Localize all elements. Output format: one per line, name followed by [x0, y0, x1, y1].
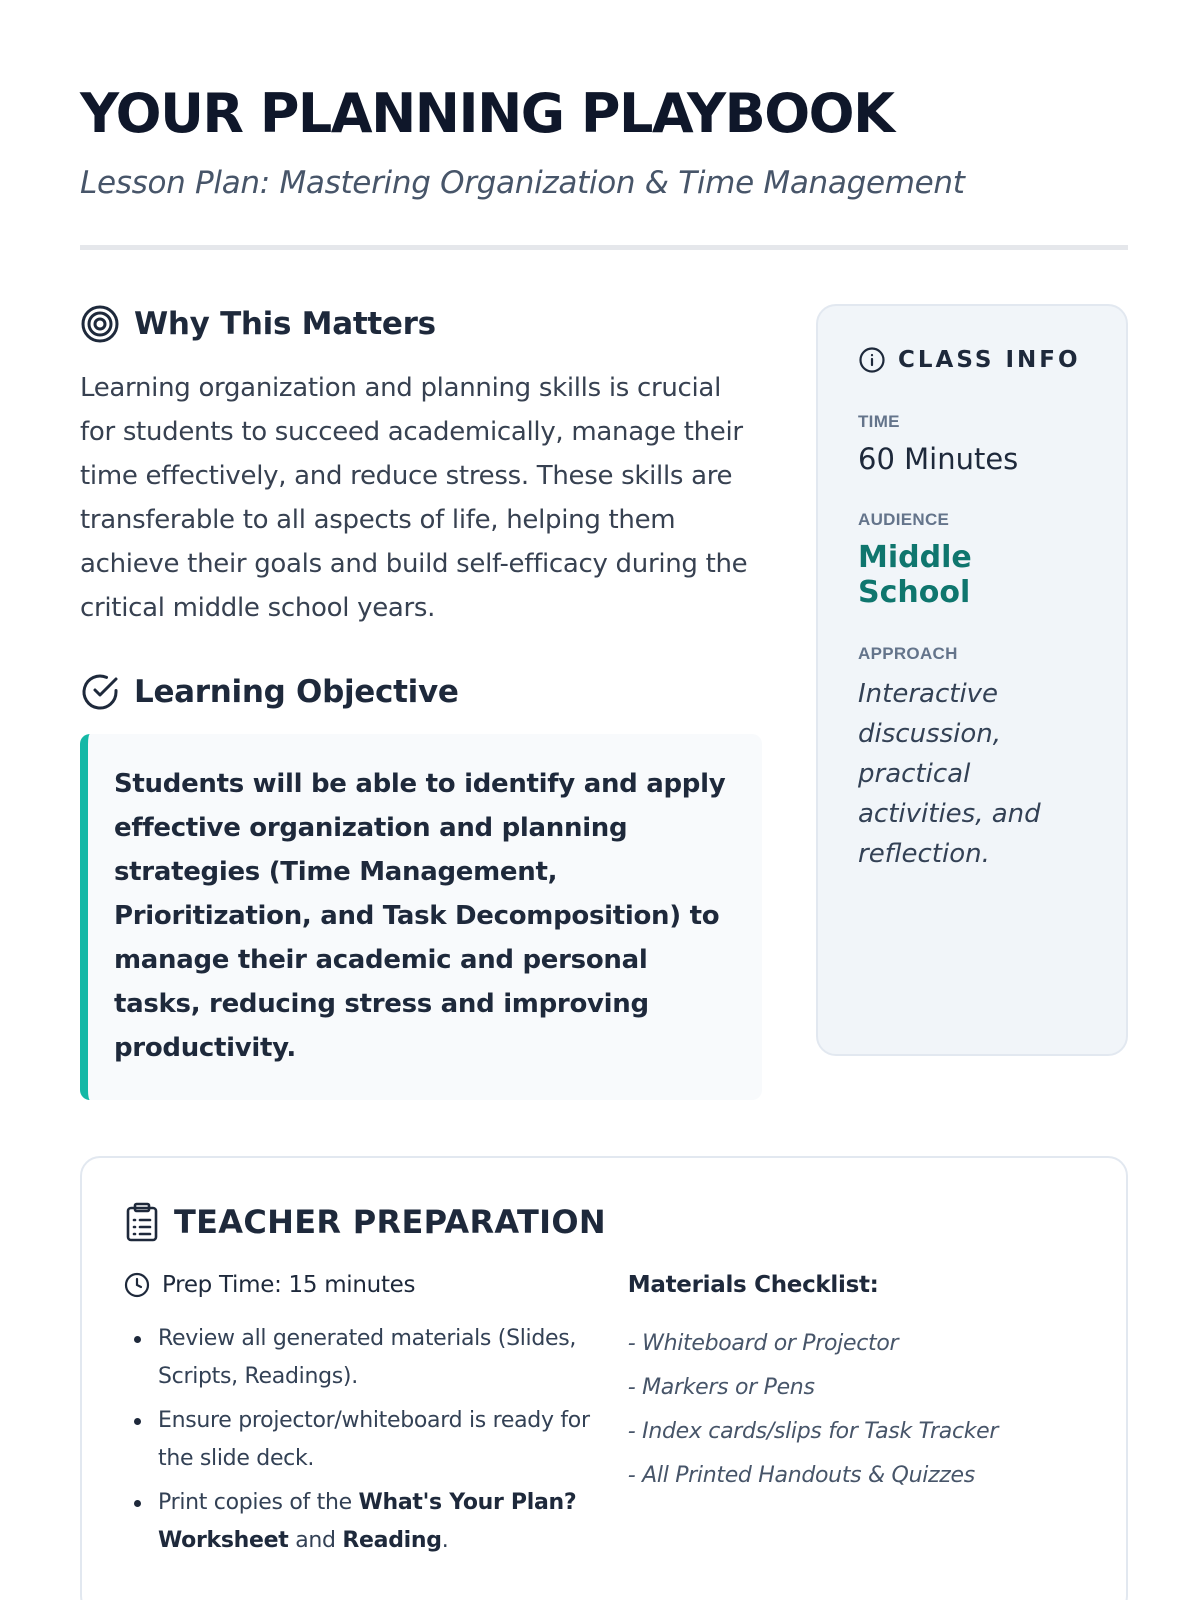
- materials-item: - Whiteboard or Projector: [627, 1331, 899, 1357]
- page-subtitle: Lesson Plan: Mastering Organization & Time Management: [80, 165, 965, 202]
- materials-item: - Markers or Pens: [627, 1375, 815, 1401]
- prep-time-text: Prep Time: 15 minutes: [162, 1272, 416, 1299]
- audience-value: Middle School: [858, 540, 972, 611]
- objective-heading: [80, 672, 762, 712]
- approach-label: APPROACH: [858, 644, 958, 664]
- page-title: YOUR PLANNING PLAYBOOK: [80, 82, 894, 145]
- why-paragraph: Learning organization and planning skills is crucial for students to succeed academically, manage their time effectively, and reduce stress. These skills are transferable to all aspects of life, helping them achieve their goals and build self-efficacy during the critical middle school years.: [80, 373, 748, 624]
- time-label: TIME: [858, 412, 900, 432]
- objective-text: Students will be able to identify and apply effective organization and planning strategies (Time Management, Prioritization, and Task Decomposition) to manage their academic and personal tasks, reducing stress and improving productivity.: [114, 769, 726, 1064]
- list-item-bold-text: What's Your Plan? Worksheet: [158, 1490, 577, 1554]
- why-heading: [80, 304, 762, 344]
- info-icon: [858, 346, 886, 374]
- target-icon: [80, 304, 120, 344]
- approach-value: Interactive discussion, practical activities, and reflection.: [858, 679, 1041, 870]
- class-info-heading: [858, 346, 1086, 374]
- list-item: Review all generated materials (Slides, Scripts, Readings).: [124, 1320, 628, 1396]
- prep-heading: [124, 1202, 1084, 1242]
- top-section: [80, 304, 1128, 1100]
- audience-label: AUDIENCE: [858, 510, 950, 530]
- materials-column: [628, 1272, 1084, 1566]
- clipboard-icon: [124, 1202, 160, 1242]
- prep-time: [124, 1272, 628, 1298]
- class-info-title: CLASS INFO: [898, 347, 1081, 374]
- materials-title: Materials Checklist:: [627, 1272, 879, 1299]
- time-value: 60 Minutes: [858, 442, 1019, 477]
- list-item: [124, 1484, 628, 1560]
- prep-task-list: [124, 1320, 628, 1560]
- prep-heading-text: TEACHER PREPARATION: [174, 1203, 606, 1242]
- prep-content: [124, 1272, 1084, 1566]
- header-divider: [80, 245, 1128, 250]
- class-info-panel: [816, 304, 1128, 1056]
- materials-checklist: [628, 1322, 1084, 1498]
- left-column: [80, 304, 762, 1100]
- list-item: Ensure projector/whiteboard is ready for the slide deck.: [124, 1402, 628, 1478]
- materials-item: - All Printed Handouts & Quizzes: [627, 1463, 975, 1489]
- objective-heading-text: Learning Objective: [134, 674, 459, 711]
- list-item-text: .: [441, 1528, 449, 1554]
- clock-icon: [124, 1272, 150, 1298]
- prep-left-column: [124, 1272, 628, 1566]
- list-item-text: and: [288, 1528, 343, 1554]
- teacher-preparation-card: [80, 1156, 1128, 1600]
- why-heading-text: Why This Matters: [134, 306, 436, 343]
- list-item-bold-text: Reading: [342, 1528, 442, 1554]
- check-circle-icon: [80, 672, 120, 712]
- objective-callout: [80, 734, 762, 1100]
- materials-item: - Index cards/slips for Task Tracker: [627, 1419, 999, 1445]
- list-item-text: Print copies of the: [158, 1490, 359, 1516]
